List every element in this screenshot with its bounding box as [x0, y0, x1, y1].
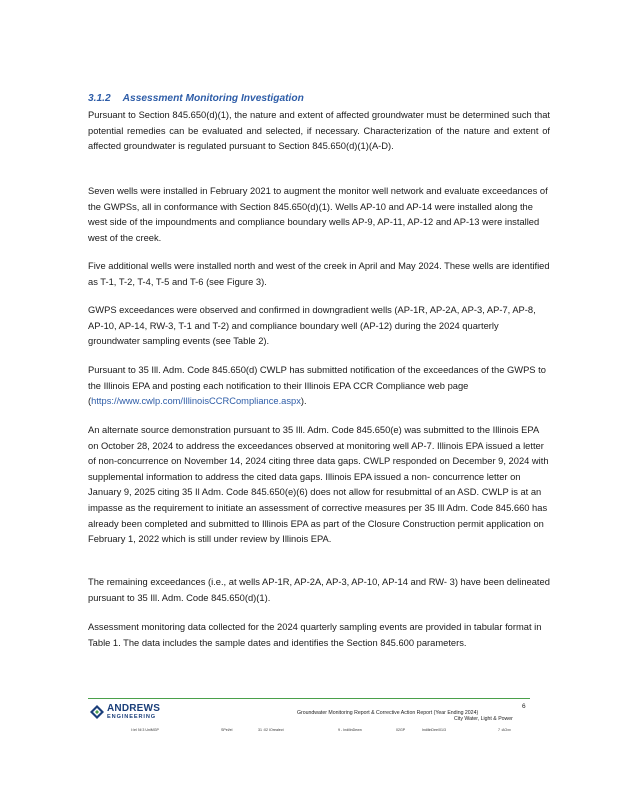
paragraph-notification: Pursuant to 35 Ill. Adm. Code 845.650(d) CWLP has submitted notification of the exceedances of the GWPS to the Illinois EPA and posting each notification to their Illinois EPA CCR Compliance web page (https://www.cwlp.com/IllinoisCCRCompliance.aspx).	[88, 365, 546, 407]
client-name: City Water, Light & Power	[454, 716, 513, 722]
file-meta: SPel/el	[221, 728, 233, 732]
paragraph-well-installation-2021: Seven wells were installed in February 2021 to augment the monitor well network and evaluate exceedances of the GWPSs, all in conformance with Section 845.650(d)(1). Wells AP-10 and AP-14 were installed along the west side of the impoundments and compliance boundary wells AP-9, AP-11, AP-12 and AP-13 were installed west of the creek.	[88, 186, 548, 243]
paragraph-gwps-exceedances: GWPS exceedances were observed and confirmed in downgradient wells (AP-1R, AP-2A, AP-3, AP-7, AP-8, AP-10, AP-14, RW-3, T-1 and T-2) and compliance boundary well (AP-12) during the 2024 quarterly groundwater sampling events (see Table 2).	[88, 305, 536, 347]
paragraph-monitoring-data: Assessment monitoring data collected for the 2024 quarterly sampling events are provided in tabular format in Table 1. The data includes the sample dates and identifies the Section 845.600 parameters.	[88, 622, 542, 648]
paragraph-delineation: The remaining exceedances (i.e., at wells AP-1R, AP-2A, AP-3, AP-10, AP-14 and RW- 3) have been delineated pursuant to 35 Ill. Adm. Code 845.650(d)(1).	[88, 577, 550, 603]
file-path-meta: I:\el I\li 3 UniMGP	[131, 728, 159, 732]
paragraph-nature-extent: Pursuant to Section 845.650(d)(1), the nature and extent of affected groundwater must be determined such that potential remedies can be evaluated and selected, if necessary. Characterization of the nature and extent of affected groundwater is regulated pursuant to Section 845.650(d)(1)(A-D).	[88, 110, 550, 152]
section-number: 3.1.2	[88, 93, 111, 104]
file-meta: 9 - IndilinDewn	[338, 728, 362, 732]
logo-subname: ENGINEERING	[107, 714, 157, 720]
paragraph-alternate-source: An alternate source demonstration pursuant to 35 Ill. Adm. Code 845.650(e) was submitted to the Illinois EPA on October 28, 2024 to address the exceedances observed at monitoring well AP-7. Illinois EPA issued a letter of non-concurrence on November 14, 2024 citing three data gaps. CWLP responded on December 9, 2024 with supplemental information to address the cited data gaps. Illinois EPA issued a non- concurrence letter on January 9, 2025 citing 35 Il Adm. Code 845.650(e)(6) does not allow for resubmittal of an ASD. CWLP is at an impasse as the requirement to initiate an assessment of corrective measures per 35 Ill Adm. Code 845.660 has already been completed and submitted to Illinois EPA as part of the Closure Construction permit application on February 1, 2022 which is still under review by Illinois EPA.	[88, 425, 549, 545]
andrews-engineering-logo	[90, 703, 170, 725]
section-title: Assessment Monitoring Investigation	[122, 93, 304, 104]
section-heading	[88, 93, 304, 104]
file-meta: 31 :02 IOrealect	[258, 728, 284, 732]
logo-diamond-icon	[90, 705, 104, 719]
logo-name: ANDREWS	[107, 703, 161, 714]
footer-divider	[88, 698, 530, 699]
file-meta: 7 :AOxx	[498, 728, 511, 732]
ccr-compliance-link[interactable]: https://www.cwlp.com/IllinoisCCRCompliance.aspx	[91, 396, 301, 407]
page-number: 6	[522, 703, 526, 710]
report-title: Groundwater Monitoring Report & Corrective Action Report (Year Ending 2024)	[297, 710, 479, 716]
file-meta: 02GP	[396, 728, 406, 732]
file-meta: IndilinDee\01\3	[422, 728, 446, 732]
paragraph-well-installation-2024: Five additional wells were installed north and west of the creek in April and May 2024. These wells are identified as T-1, T-2, T-4, T-5 and T-6 (see Figure 3).	[88, 261, 550, 287]
